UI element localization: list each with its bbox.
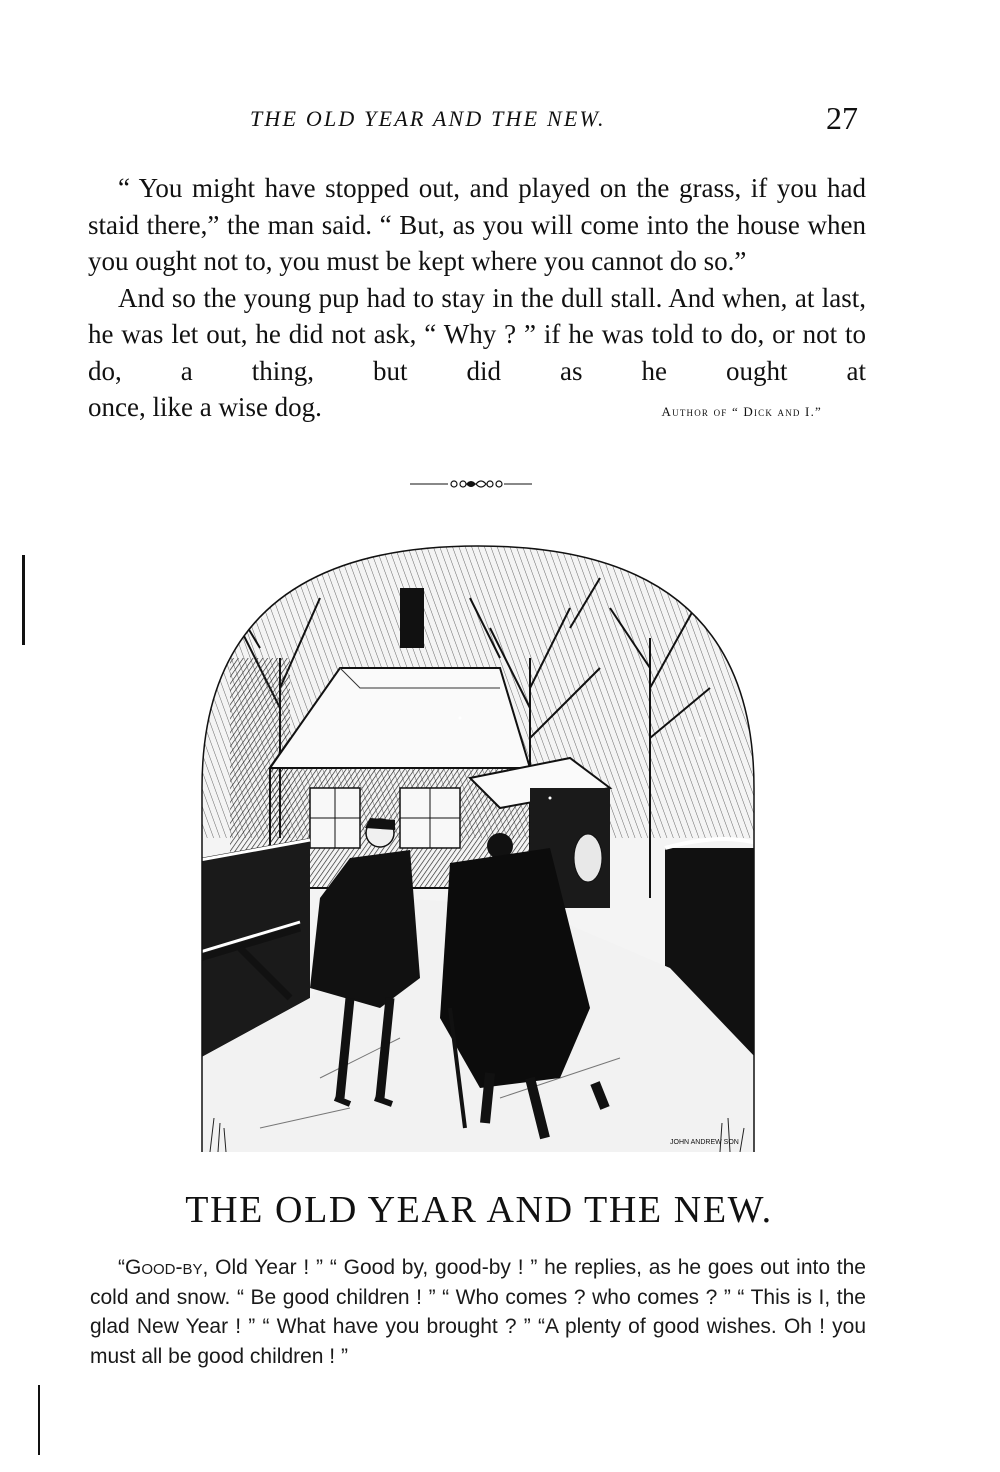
scan-edge-mark — [38, 1385, 40, 1455]
poem-body: Old Year ! ” “ Good by, good-by ! ” he replies, as he goes out into the cold and snow. “ Be good children ! ” “ Who comes ? who comes ? ” “ This is I, the glad New Year ! ” “ What have you brought ? ” “A plenty of good wishes. Oh ! you must all be good children ! ” — [90, 1256, 866, 1368]
running-header — [0, 100, 1000, 140]
story-paragraph: “ You might have stopped out, and played on the grass, if you had staid there,” the man said. “ But, as you will come into the house when you ought not to, you must be kept where you cannot do so.” — [88, 173, 866, 276]
author-attribution: Author of “ Dick and I.” — [661, 404, 822, 419]
story-paragraph: And so the young pup had to stay in the dull stall. And when, at last, he was let out, he did not ask, “ Why ? ” if he was told to do, or not to do, a thing, but did as he ought at — [88, 282, 866, 386]
scan-edge-mark — [22, 555, 25, 645]
story-closing-text: once, like a wise dog. — [88, 392, 322, 422]
story-closing-line — [88, 389, 866, 431]
poem-text — [90, 1253, 866, 1371]
section-title: THE OLD YEAR AND THE NEW. — [185, 1189, 773, 1231]
story-text — [88, 170, 866, 431]
poem-lead-word: Good-by, — [125, 1256, 209, 1279]
running-title: THE OLD YEAR AND THE NEW. — [250, 106, 606, 131]
page-number: 27 — [826, 100, 858, 136]
ornament-divider — [408, 477, 534, 491]
engraver-signature: JOHN ANDREW SON — [670, 1139, 739, 1146]
engraving-illustration — [200, 538, 756, 1152]
poem-open-quote: “ — [118, 1256, 125, 1279]
poem-paragraph — [90, 1253, 866, 1371]
